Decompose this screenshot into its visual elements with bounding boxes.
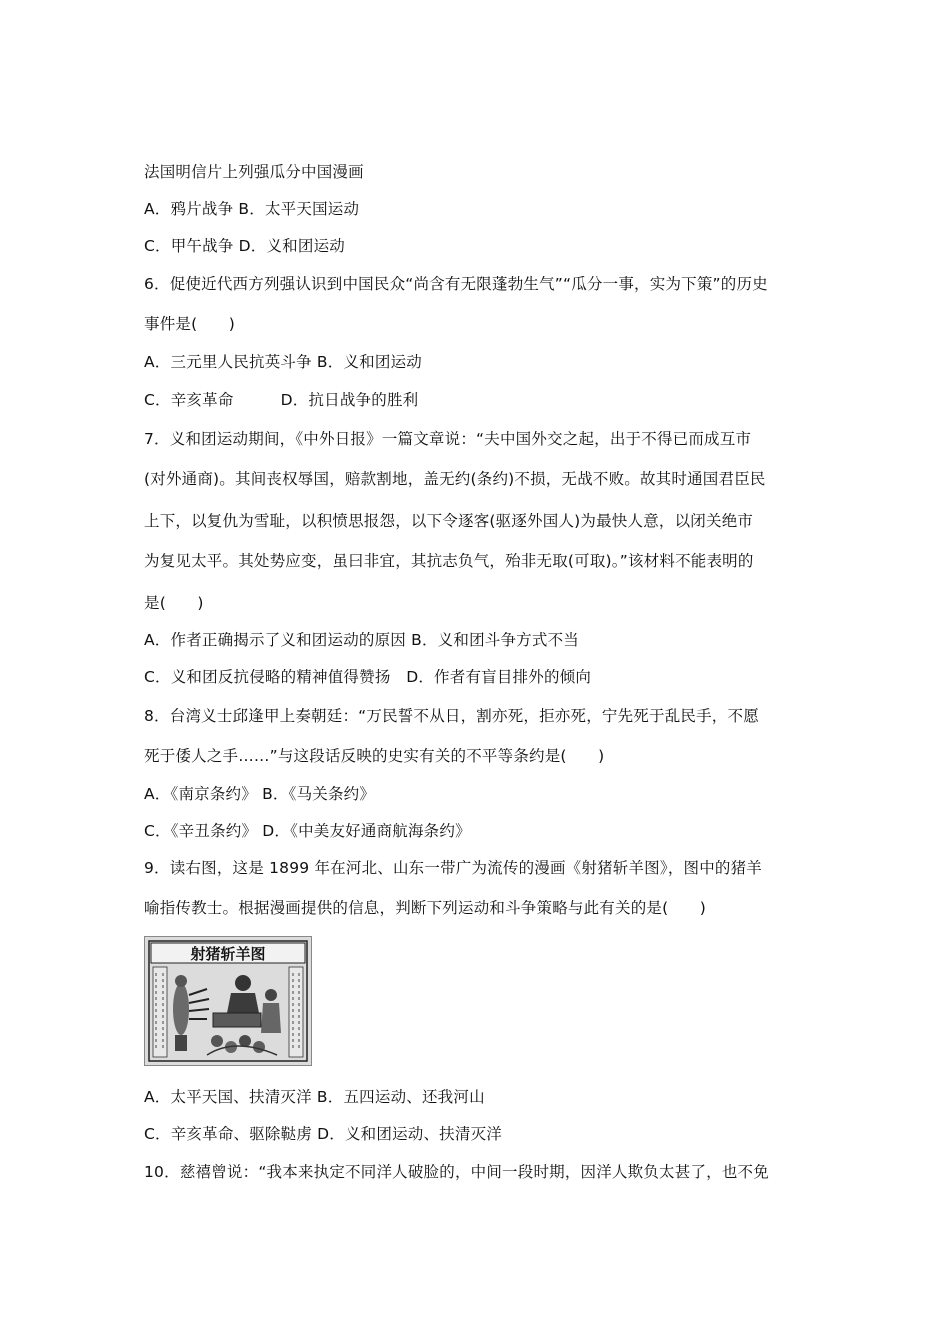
q7-stem-line-4: 为复见太平。其处势应变，虽曰非宜，其抗志负气，殆非无取(可取)。”该材料不能表明的 — [144, 552, 754, 570]
q9-stem-line-1: 9．读右图，这是 1899 年在河北、山东一带广为流传的漫画《射猪斩羊图》，图中的猪羊 — [144, 859, 763, 877]
q6-stem-line-1: 6．促使近代西方列强认识到中国民众“尚含有无限蓬勃生气”“瓜分一事，实为下策”的历史 — [144, 275, 768, 293]
q5-option-ab: A．鸦片战争 B．太平天国运动 — [144, 200, 360, 218]
q7-stem-line-5: 是( ) — [144, 594, 204, 612]
q9-option-ab: A．太平天国、扶清灭洋 B．五四运动、还我河山 — [144, 1088, 485, 1106]
q10-stem-line-1: 10．慈禧曾说：“我本来执定不同洋人破脸的，中间一段时期，因洋人欺负太甚了，也不免 — [144, 1163, 769, 1181]
q8-stem-line-2: 死于倭人之手……”与这段话反映的史实有关的不平等条约是( ) — [144, 747, 605, 765]
q6-option-cd: C．辛亥革命 D．抗日战争的胜利 — [144, 391, 419, 409]
q7-option-ab: A．作者正确揭示了义和团运动的原因 B．义和团斗争方式不当 — [144, 631, 579, 649]
comic-title: 射猪斩羊图 — [190, 945, 266, 963]
q7-stem-line-1: 7．义和团运动期间，《中外日报》一篇文章说：“夫中国外交之起，出于不得已而成互市 — [144, 430, 752, 448]
q6-stem-line-2: 事件是( ) — [144, 315, 235, 333]
q8-option-cd: C．《辛丑条约》 D．《中美友好通商航海条约》 — [144, 822, 471, 840]
q5-option-cd: C．甲午战争 D．义和团运动 — [144, 237, 345, 255]
q9-stem-line-2: 喻指传教士。根据漫画提供的信息，判断下列运动和斗争策略与此有关的是( ) — [144, 899, 706, 917]
q9-option-cd: C．辛亥革命、驱除鞑虏 D．义和团运动、扶清灭洋 — [144, 1125, 502, 1143]
q6-option-ab: A．三元里人民抗英斗争 B．义和团运动 — [144, 353, 422, 371]
q7-stem-line-2: (对外通商)。其间丧权辱国，赔款割地，盖无约(条约)不损，无战不败。故其时通国君臣民 — [144, 470, 766, 488]
q7-stem-line-3: 上下，以复仇为雪耻，以积愤思报怨，以下令逐客(驱逐外国人)为最快人意，以闭关绝市 — [144, 512, 754, 530]
comic-illustration — [145, 937, 311, 1065]
shezhu-zhanyang-comic-image — [144, 936, 312, 1066]
q8-option-ab: A．《南京条约》 B．《马关条约》 — [144, 785, 376, 803]
q7-option-cd: C．义和团反抗侵略的精神值得赞扬 D．作者有盲目排外的倾向 — [144, 668, 592, 686]
q8-stem-line-1: 8．台湾义士邱逢甲上奏朝廷：“万民誓不从日，割亦死，拒亦死，宁先死于乱民手，不愿 — [144, 707, 759, 725]
caption-french-postcard: 法国明信片上列强瓜分中国漫画 — [144, 163, 364, 181]
